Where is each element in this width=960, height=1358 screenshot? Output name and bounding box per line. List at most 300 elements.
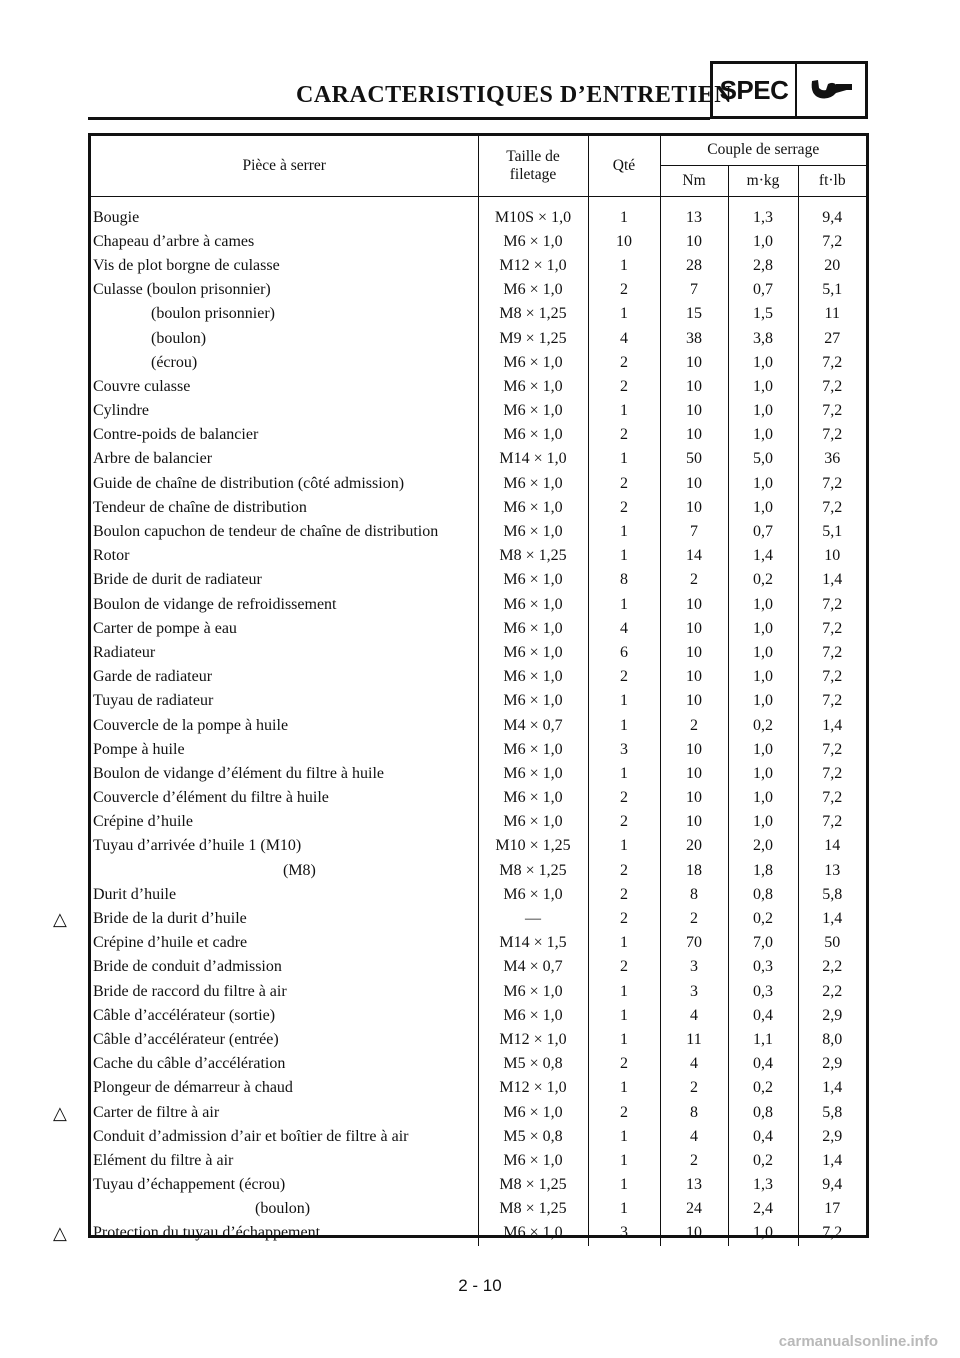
- cell-mkg: 0,8: [728, 1100, 798, 1124]
- cell-ftlb: 8,0: [798, 1028, 866, 1052]
- table-row: [91, 1173, 866, 1197]
- cell-ftlb: 17: [798, 1197, 866, 1221]
- cell-thread: M6 × 1,0: [478, 810, 588, 834]
- cell-qty: 2: [588, 375, 660, 399]
- cell-ftlb: 20: [798, 254, 866, 278]
- cell-nm: 13: [660, 206, 728, 230]
- cell-nm: 18: [660, 859, 728, 883]
- cell-part: Rotor: [93, 547, 130, 565]
- cell-mkg: 1,0: [728, 762, 798, 786]
- col-header-thread-line1: Taille de: [506, 147, 560, 165]
- cell-nm: 14: [660, 544, 728, 568]
- cell-qty: 1: [588, 544, 660, 568]
- cell-ftlb: 7,2: [798, 617, 866, 641]
- cell-qty: 1: [588, 399, 660, 423]
- cell-part: (boulon): [151, 329, 207, 347]
- cell-nm: 2: [660, 907, 728, 931]
- cell-qty: 1: [588, 302, 660, 326]
- cell-thread: M6 × 1,0: [478, 1221, 588, 1245]
- cell-nm: 10: [660, 738, 728, 762]
- cell-thread: M6 × 1,0: [478, 1149, 588, 1173]
- cell-part: Pompe à huile: [93, 740, 185, 758]
- cell-part: Arbre de balancier: [93, 450, 213, 468]
- cell-thread: M6 × 1,0: [478, 786, 588, 810]
- table-row: [91, 762, 866, 786]
- cell-mkg: 0,7: [728, 520, 798, 544]
- cell-ftlb: 11: [798, 302, 866, 326]
- cell-qty: 1: [588, 206, 660, 230]
- cell-nm: 7: [660, 278, 728, 302]
- cell-thread: M6 × 1,0: [478, 980, 588, 1004]
- cell-part: Câble d’accélérateur (entrée): [93, 1030, 279, 1048]
- cell-ftlb: 1,4: [798, 907, 866, 931]
- cell-part: (boulon): [255, 1200, 311, 1218]
- cell-ftlb: 7,2: [798, 399, 866, 423]
- cell-nm: 15: [660, 302, 728, 326]
- cell-ftlb: 2,9: [798, 1004, 866, 1028]
- cell-ftlb: 9,4: [798, 1173, 866, 1197]
- cell-mkg: 0,3: [728, 980, 798, 1004]
- cell-nm: 3: [660, 980, 728, 1004]
- cell-nm: 70: [660, 931, 728, 955]
- col-header-thread: [478, 136, 588, 196]
- cell-ftlb: 36: [798, 447, 866, 471]
- cell-ftlb: 2,9: [798, 1052, 866, 1076]
- table-row: [91, 302, 866, 326]
- table-row: [91, 230, 866, 254]
- cell-ftlb: 9,4: [798, 206, 866, 230]
- cell-thread: M8 × 1,25: [478, 302, 588, 326]
- col-header-torque: Couple de serrage: [660, 136, 866, 165]
- cell-mkg: 0,7: [728, 278, 798, 302]
- cell-mkg: 1,0: [728, 665, 798, 689]
- cell-mkg: 1,0: [728, 496, 798, 520]
- cell-mkg: 0,2: [728, 1149, 798, 1173]
- cell-mkg: 1,3: [728, 206, 798, 230]
- cell-thread: M6 × 1,0: [478, 689, 588, 713]
- cell-qty: 1: [588, 834, 660, 858]
- cell-thread: M12 × 1,0: [478, 254, 588, 278]
- cell-thread: M12 × 1,0: [478, 1076, 588, 1100]
- cell-part: Carter de filtre à air: [93, 1103, 220, 1121]
- cell-ftlb: 50: [798, 931, 866, 955]
- table-row: [91, 689, 866, 713]
- cell-nm: 4: [660, 1004, 728, 1028]
- cell-part: Protection du tuyau d’échappement: [93, 1224, 321, 1242]
- change-mark-icon: △: [53, 1102, 67, 1123]
- cell-part: Tuyau d’arrivée d’huile 1 (M10): [93, 837, 302, 855]
- cell-part: Couvre culasse: [93, 377, 191, 395]
- table-row: [91, 1052, 866, 1076]
- cell-mkg: 1,4: [728, 544, 798, 568]
- cell-mkg: 1,0: [728, 399, 798, 423]
- cell-mkg: 3,8: [728, 326, 798, 350]
- table-row: [91, 520, 866, 544]
- cell-part: Bride de conduit d’admission: [93, 958, 282, 976]
- cell-part: Contre-poids de balancier: [93, 426, 259, 444]
- cell-part: Bride de durit de radiateur: [93, 571, 262, 589]
- cell-mkg: 5,0: [728, 447, 798, 471]
- col-header-nm: Nm: [660, 165, 728, 196]
- page-number: 2 - 10: [458, 1276, 502, 1295]
- cell-part: Culasse (boulon prisonnier): [93, 281, 271, 299]
- table-row: [91, 1197, 866, 1221]
- cell-qty: 1: [588, 1028, 660, 1052]
- torque-table: [88, 133, 869, 1242]
- table-row: [91, 859, 866, 883]
- cell-nm: 10: [660, 423, 728, 447]
- cell-part: Tuyau d’échappement (écrou): [93, 1176, 286, 1194]
- cell-part: (M8): [283, 861, 316, 879]
- cell-part: Radiateur: [93, 643, 156, 661]
- cell-thread: M8 × 1,25: [478, 1197, 588, 1221]
- cell-thread: M4 × 0,7: [478, 713, 588, 737]
- cell-part: Guide de chaîne de distribution (côté admission): [93, 474, 405, 492]
- cell-ftlb: 7,2: [798, 496, 866, 520]
- cell-nm: 50: [660, 447, 728, 471]
- cell-thread: M8 × 1,25: [478, 859, 588, 883]
- cell-nm: 2: [660, 1149, 728, 1173]
- wrench-icon: [797, 64, 865, 116]
- table-row: [91, 423, 866, 447]
- table-row: [91, 738, 866, 762]
- cell-part: Vis de plot borgne de culasse: [93, 256, 280, 274]
- col-header-mkg: m·kg: [728, 165, 798, 196]
- cell-mkg: 1,0: [728, 472, 798, 496]
- cell-mkg: 1,8: [728, 859, 798, 883]
- cell-nm: 20: [660, 834, 728, 858]
- cell-thread: M8 × 1,25: [478, 1173, 588, 1197]
- cell-qty: 2: [588, 810, 660, 834]
- cell-qty: 2: [588, 883, 660, 907]
- cell-part: Bride de la durit d’huile: [93, 910, 247, 928]
- cell-qty: 1: [588, 447, 660, 471]
- table-row: [91, 254, 866, 278]
- table-row: [91, 1028, 866, 1052]
- cell-part: (écrou): [151, 353, 198, 371]
- cell-nm: 10: [660, 472, 728, 496]
- cell-mkg: 1,0: [728, 593, 798, 617]
- cell-mkg: 0,8: [728, 883, 798, 907]
- cell-mkg: 2,0: [728, 834, 798, 858]
- cell-nm: 10: [660, 617, 728, 641]
- cell-thread: M10 × 1,25: [478, 834, 588, 858]
- cell-thread: M6 × 1,0: [478, 399, 588, 423]
- cell-thread: M9 × 1,25: [478, 326, 588, 350]
- cell-mkg: 1,0: [728, 230, 798, 254]
- cell-qty: 1: [588, 931, 660, 955]
- spacer-row: [91, 196, 866, 206]
- cell-ftlb: 7,2: [798, 641, 866, 665]
- cell-part: Bougie: [93, 208, 140, 226]
- cell-ftlb: 7,2: [798, 472, 866, 496]
- cell-nm: 8: [660, 883, 728, 907]
- cell-ftlb: 1,4: [798, 1076, 866, 1100]
- cell-thread: M5 × 0,8: [478, 1125, 588, 1149]
- cell-mkg: 1,0: [728, 641, 798, 665]
- cell-part: Elément du filtre à air: [93, 1151, 234, 1169]
- table-row: [91, 641, 866, 665]
- table-row: [91, 496, 866, 520]
- cell-qty: 2: [588, 496, 660, 520]
- cell-thread: M6 × 1,0: [478, 278, 588, 302]
- cell-part: Garde de radiateur: [93, 668, 213, 686]
- table-row: [91, 447, 866, 471]
- cell-part: Boulon de vidange d’élément du filtre à huile: [93, 764, 385, 782]
- cell-part: Câble d’accélérateur (sortie): [93, 1006, 276, 1024]
- cell-mkg: 0,4: [728, 1052, 798, 1076]
- cell-nm: 10: [660, 762, 728, 786]
- cell-qty: 1: [588, 1197, 660, 1221]
- table-row: [91, 544, 866, 568]
- cell-part: Bride de raccord du filtre à air: [93, 982, 287, 1000]
- table-row: [91, 278, 866, 302]
- cell-mkg: 0,2: [728, 713, 798, 737]
- cell-nm: 11: [660, 1028, 728, 1052]
- cell-qty: 1: [588, 1076, 660, 1100]
- cell-thread: M14 × 1,5: [478, 931, 588, 955]
- cell-qty: 1: [588, 1125, 660, 1149]
- cell-mkg: 0,3: [728, 955, 798, 979]
- cell-mkg: 1,0: [728, 617, 798, 641]
- cell-nm: 10: [660, 230, 728, 254]
- table-row: [91, 472, 866, 496]
- table-row: [91, 1125, 866, 1149]
- section-badge: [710, 61, 868, 119]
- cell-mkg: 0,4: [728, 1125, 798, 1149]
- cell-part: Couvercle de la pompe à huile: [93, 716, 289, 734]
- cell-nm: 10: [660, 689, 728, 713]
- cell-thread: M6 × 1,0: [478, 230, 588, 254]
- cell-part: Cylindre: [93, 402, 149, 420]
- cell-mkg: 1,0: [728, 738, 798, 762]
- header-rule: [88, 117, 710, 120]
- cell-qty: 2: [588, 278, 660, 302]
- cell-qty: 4: [588, 326, 660, 350]
- cell-ftlb: 7,2: [798, 351, 866, 375]
- cell-ftlb: 7,2: [798, 230, 866, 254]
- cell-nm: 38: [660, 326, 728, 350]
- page-title: CARACTERISTIQUES D’ENTRETIEN: [296, 82, 733, 108]
- cell-thread: —: [478, 907, 588, 931]
- cell-nm: 10: [660, 1221, 728, 1245]
- cell-nm: 10: [660, 496, 728, 520]
- cell-thread: M6 × 1,0: [478, 568, 588, 592]
- cell-qty: 2: [588, 665, 660, 689]
- cell-ftlb: 7,2: [798, 423, 866, 447]
- cell-mkg: 1,0: [728, 423, 798, 447]
- table-row: [91, 326, 866, 350]
- cell-nm: 10: [660, 665, 728, 689]
- cell-nm: 28: [660, 254, 728, 278]
- cell-mkg: 1,5: [728, 302, 798, 326]
- cell-mkg: 0,2: [728, 568, 798, 592]
- cell-ftlb: 7,2: [798, 738, 866, 762]
- cell-thread: M8 × 1,25: [478, 544, 588, 568]
- table-row: [91, 931, 866, 955]
- change-mark-icon: △: [53, 1223, 67, 1244]
- table-row: [91, 883, 866, 907]
- table-row: [91, 907, 866, 931]
- cell-ftlb: 2,2: [798, 980, 866, 1004]
- cell-mkg: 1,0: [728, 689, 798, 713]
- cell-mkg: 1,1: [728, 1028, 798, 1052]
- cell-qty: 2: [588, 907, 660, 931]
- cell-ftlb: 2,9: [798, 1125, 866, 1149]
- cell-qty: 4: [588, 617, 660, 641]
- cell-nm: 2: [660, 713, 728, 737]
- cell-nm: 3: [660, 955, 728, 979]
- cell-thread: M6 × 1,0: [478, 1004, 588, 1028]
- cell-part: Boulon capuchon de tendeur de chaîne de distribution: [93, 523, 439, 541]
- table-row: [91, 786, 866, 810]
- cell-thread: M6 × 1,0: [478, 423, 588, 447]
- cell-nm: 2: [660, 1076, 728, 1100]
- cell-nm: 8: [660, 1100, 728, 1124]
- cell-ftlb: 7,2: [798, 786, 866, 810]
- cell-qty: 2: [588, 351, 660, 375]
- cell-qty: 10: [588, 230, 660, 254]
- cell-qty: 1: [588, 1149, 660, 1173]
- cell-mkg: 0,4: [728, 1004, 798, 1028]
- cell-mkg: 1,0: [728, 351, 798, 375]
- cell-part: Carter de pompe à eau: [93, 619, 237, 637]
- cell-thread: M6 × 1,0: [478, 738, 588, 762]
- cell-ftlb: 10: [798, 544, 866, 568]
- cell-part: Tuyau de radiateur: [93, 692, 214, 710]
- cell-part: Durit d’huile: [93, 885, 177, 903]
- table-row: [91, 1100, 866, 1124]
- table-row: [91, 568, 866, 592]
- cell-qty: 1: [588, 1004, 660, 1028]
- cell-qty: 1: [588, 689, 660, 713]
- table-row: [91, 1221, 866, 1245]
- cell-part: Crépine d’huile: [93, 813, 193, 831]
- cell-part: Conduit d’admission d’air et boîtier de filtre à air: [93, 1127, 409, 1145]
- cell-part: Plongeur de démarreur à chaud: [93, 1079, 293, 1097]
- col-header-ftlb: ft·lb: [798, 165, 866, 196]
- cell-thread: M6 × 1,0: [478, 496, 588, 520]
- table-row: [91, 375, 866, 399]
- cell-mkg: 2,4: [728, 1197, 798, 1221]
- cell-qty: 6: [588, 641, 660, 665]
- table-row: [91, 980, 866, 1004]
- table-row: [91, 713, 866, 737]
- cell-thread: M12 × 1,0: [478, 1028, 588, 1052]
- cell-qty: 1: [588, 1173, 660, 1197]
- cell-mkg: 1,0: [728, 810, 798, 834]
- cell-part: Tendeur de chaîne de distribution: [93, 498, 307, 516]
- change-mark-icon: △: [53, 909, 67, 930]
- cell-nm: 10: [660, 399, 728, 423]
- cell-ftlb: 5,8: [798, 883, 866, 907]
- cell-thread: M6 × 1,0: [478, 665, 588, 689]
- cell-ftlb: 5,1: [798, 278, 866, 302]
- cell-thread: M6 × 1,0: [478, 762, 588, 786]
- spec-label: SPEC: [713, 64, 797, 116]
- cell-qty: 2: [588, 1100, 660, 1124]
- cell-mkg: 1,0: [728, 1221, 798, 1245]
- cell-ftlb: 14: [798, 834, 866, 858]
- cell-mkg: 2,8: [728, 254, 798, 278]
- cell-qty: 2: [588, 423, 660, 447]
- cell-mkg: 1,3: [728, 1173, 798, 1197]
- cell-qty: 2: [588, 1052, 660, 1076]
- cell-thread: M6 × 1,0: [478, 520, 588, 544]
- cell-ftlb: 1,4: [798, 568, 866, 592]
- cell-ftlb: 7,2: [798, 375, 866, 399]
- cell-part: Crépine d’huile et cadre: [93, 934, 248, 952]
- cell-mkg: 1,0: [728, 375, 798, 399]
- cell-thread: M6 × 1,0: [478, 351, 588, 375]
- cell-part: Chapeau d’arbre à cames: [93, 232, 255, 250]
- cell-nm: 10: [660, 375, 728, 399]
- cell-ftlb: 5,8: [798, 1100, 866, 1124]
- cell-ftlb: 27: [798, 326, 866, 350]
- cell-thread: M6 × 1,0: [478, 1100, 588, 1124]
- cell-ftlb: 7,2: [798, 665, 866, 689]
- cell-ftlb: 2,2: [798, 955, 866, 979]
- cell-part: (boulon prisonnier): [151, 305, 275, 323]
- table-row: [91, 399, 866, 423]
- cell-part: Couvercle d’élément du filtre à huile: [93, 789, 329, 807]
- cell-nm: 7: [660, 520, 728, 544]
- cell-nm: 10: [660, 351, 728, 375]
- cell-nm: 10: [660, 593, 728, 617]
- cell-qty: 2: [588, 472, 660, 496]
- table-row: [91, 617, 866, 641]
- table-row: [91, 834, 866, 858]
- cell-part: Boulon de vidange de refroidissement: [93, 595, 337, 613]
- cell-thread: M14 × 1,0: [478, 447, 588, 471]
- cell-nm: 2: [660, 568, 728, 592]
- table-row: [91, 1076, 866, 1100]
- table-row: [91, 955, 866, 979]
- cell-thread: M6 × 1,0: [478, 617, 588, 641]
- cell-qty: 2: [588, 955, 660, 979]
- cell-thread: M6 × 1,0: [478, 472, 588, 496]
- cell-qty: 1: [588, 520, 660, 544]
- cell-thread: M10S × 1,0: [478, 206, 588, 230]
- table-row: [91, 810, 866, 834]
- cell-ftlb: 7,2: [798, 689, 866, 713]
- table-row: [91, 351, 866, 375]
- cell-ftlb: 7,2: [798, 1221, 866, 1245]
- col-header-thread-line2: filetage: [509, 165, 557, 183]
- cell-nm: 24: [660, 1197, 728, 1221]
- cell-thread: M6 × 1,0: [478, 375, 588, 399]
- table-row: [91, 206, 866, 230]
- table-row: [91, 665, 866, 689]
- table-row: [91, 1004, 866, 1028]
- cell-ftlb: 5,1: [798, 520, 866, 544]
- col-header-part: Pièce à serrer: [91, 136, 478, 196]
- cell-nm: 4: [660, 1052, 728, 1076]
- cell-thread: M4 × 0,7: [478, 955, 588, 979]
- cell-ftlb: 7,2: [798, 762, 866, 786]
- cell-nm: 10: [660, 786, 728, 810]
- cell-qty: 3: [588, 1221, 660, 1245]
- cell-qty: 1: [588, 593, 660, 617]
- cell-part: Cache du câble d’accélération: [93, 1055, 286, 1073]
- cell-nm: 10: [660, 810, 728, 834]
- cell-thread: M5 × 0,8: [478, 1052, 588, 1076]
- cell-ftlb: 1,4: [798, 713, 866, 737]
- cell-ftlb: 7,2: [798, 593, 866, 617]
- cell-qty: 3: [588, 738, 660, 762]
- col-header-qty: Qté: [588, 136, 660, 196]
- cell-mkg: 0,2: [728, 1076, 798, 1100]
